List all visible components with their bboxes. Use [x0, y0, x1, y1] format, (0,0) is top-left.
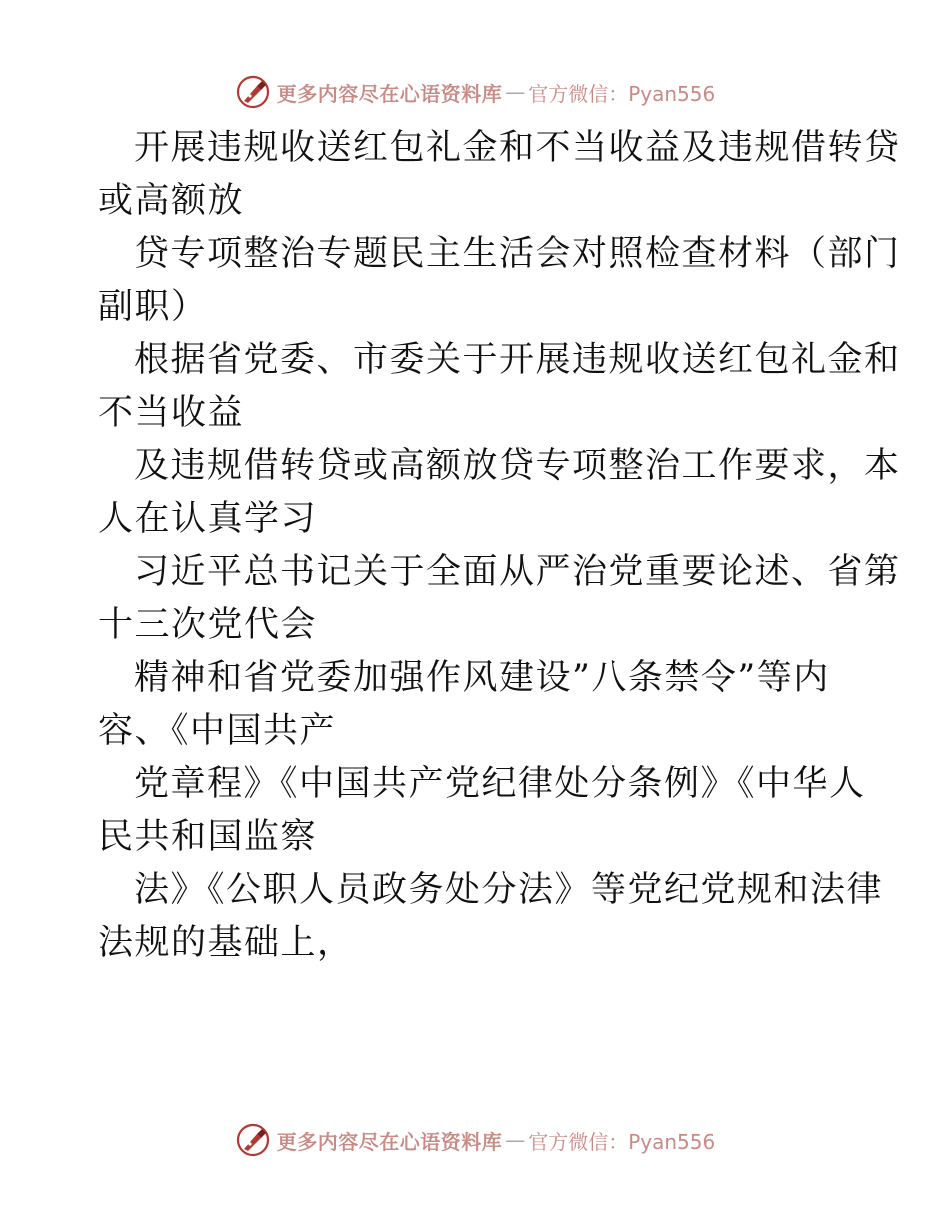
- watermark-text: 更多内容尽在心语资料库: [276, 1129, 503, 1154]
- text-line: 十三次党代会: [98, 605, 318, 645]
- text-line: 及违规借转贷或高额放贷专项整治工作要求，本: [134, 446, 901, 486]
- text-line: 副职）: [98, 287, 208, 327]
- text-line: 习近平总书记关于全面从严治党重要论述、省第: [134, 552, 901, 592]
- text-line: 民共和国监察: [98, 817, 318, 857]
- text-line: 法》《公职人员政务处分法》等党纪党规和法律: [134, 870, 884, 910]
- watermark-text: 更多内容尽在心语资料库: [276, 81, 503, 106]
- text-line: 贷专项整治专题民主生活会对照检查材料（部门: [134, 234, 901, 274]
- text-line: 容、《中国共产: [98, 711, 337, 751]
- watermark-separator: —: [505, 80, 526, 104]
- watermark-separator: —: [505, 1128, 526, 1152]
- header-watermark: [0, 72, 950, 112]
- text-line: 党章程》《中国共产党纪律处分条例》《中华人: [134, 764, 866, 804]
- watermark-contact: 官方微信：Pyan556: [528, 81, 716, 106]
- text-line: 或高额放: [98, 181, 245, 221]
- document-body: [98, 122, 901, 970]
- text-line: 开展违规收送红包礼金和不当收益及违规借转贷: [134, 128, 901, 168]
- footer-watermark: [0, 1120, 950, 1160]
- text-line: 不当收益: [98, 393, 245, 433]
- pen-nib-logo-icon: [235, 74, 271, 110]
- text-line: 精神和省党委加强作风建设”八条禁令”等内: [134, 658, 830, 698]
- text-line: 根据省党委、市委关于开展违规收送红包礼金和: [134, 340, 901, 380]
- watermark-contact: 官方微信：Pyan556: [528, 1129, 716, 1154]
- text-line: 人在认真学习: [98, 499, 318, 539]
- text-line: 法规的基础上，: [98, 923, 354, 963]
- pen-nib-logo-icon: [235, 1122, 271, 1158]
